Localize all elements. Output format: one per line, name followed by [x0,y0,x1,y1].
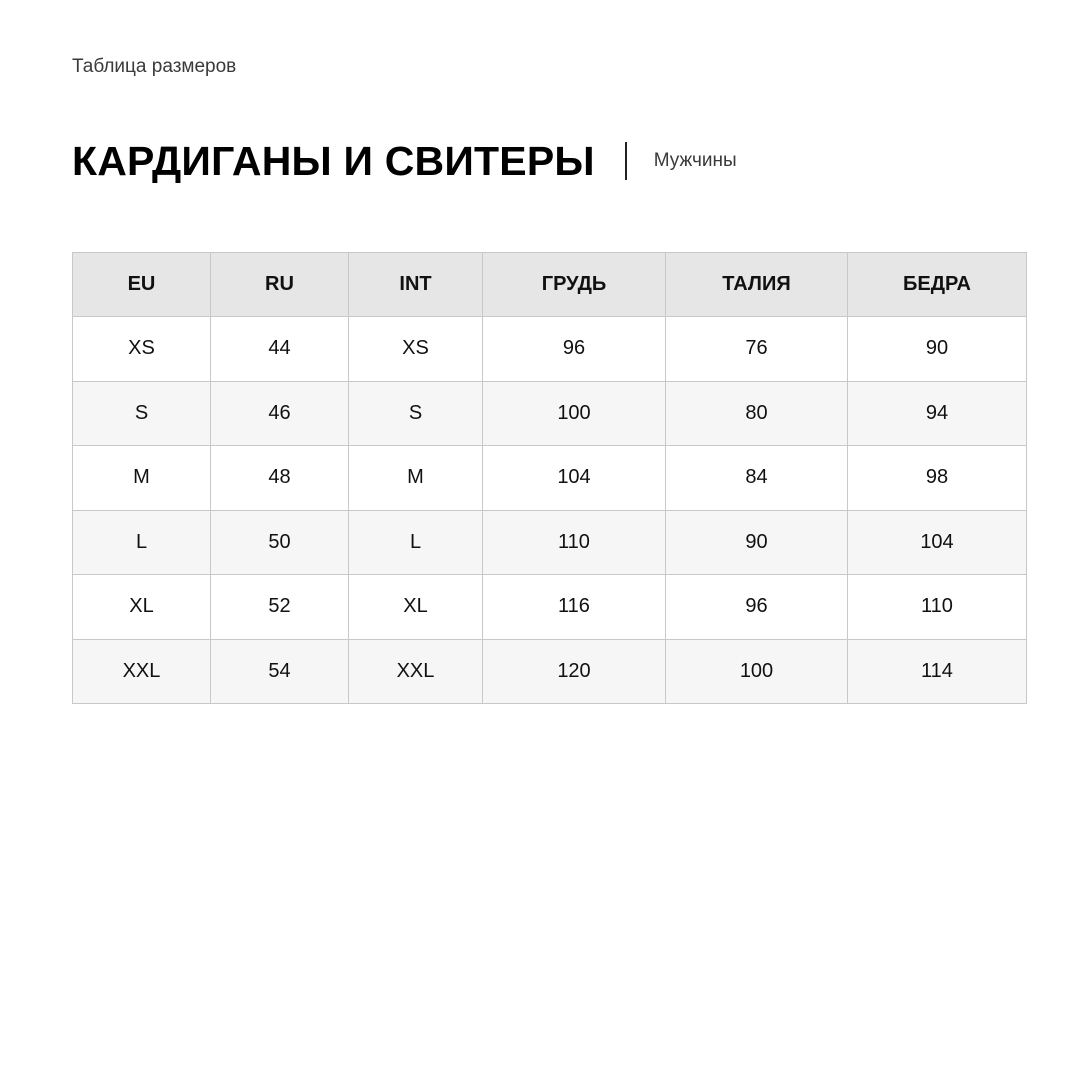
cell-eu: XL [73,575,211,640]
header-int: INT [349,253,483,317]
cell-waist: 90 [666,510,848,575]
cell-hips: 104 [848,510,1027,575]
cell-int: L [349,510,483,575]
cell-waist: 80 [666,381,848,446]
header-waist: ТАЛИЯ [666,253,848,317]
cell-chest: 110 [483,510,666,575]
cell-chest: 120 [483,639,666,704]
cell-ru: 44 [211,317,349,382]
cell-chest: 96 [483,317,666,382]
cell-chest: 116 [483,575,666,640]
cell-chest: 100 [483,381,666,446]
header-hips: БЕДРА [848,253,1027,317]
title-divider [625,142,627,180]
table-row [73,381,1027,446]
header-chest: ГРУДЬ [483,253,666,317]
cell-eu: S [73,381,211,446]
cell-ru: 54 [211,639,349,704]
cell-int: XS [349,317,483,382]
cell-eu: XS [73,317,211,382]
category-label: Мужчины [653,150,737,171]
cell-ru: 50 [211,510,349,575]
cell-int: S [349,381,483,446]
cell-hips: 98 [848,446,1027,511]
cell-int: XL [349,575,483,640]
cell-hips: 90 [848,317,1027,382]
table-row [73,446,1027,511]
cell-chest: 104 [483,446,666,511]
cell-waist: 76 [666,317,848,382]
cell-int: XXL [349,639,483,704]
cell-hips: 114 [848,639,1027,704]
size-table [72,252,1027,704]
cell-ru: 48 [211,446,349,511]
cell-int: M [349,446,483,511]
cell-waist: 84 [666,446,848,511]
table-row [73,639,1027,704]
cell-eu: L [73,510,211,575]
page-subtitle: Таблица размеров [72,56,237,77]
cell-waist: 100 [666,639,848,704]
cell-hips: 110 [848,575,1027,640]
heading-row [72,136,737,186]
table-header-row [73,253,1027,317]
table-row [73,317,1027,382]
cell-ru: 52 [211,575,349,640]
header-ru: RU [211,253,349,317]
cell-waist: 96 [666,575,848,640]
cell-eu: M [73,446,211,511]
cell-ru: 46 [211,381,349,446]
table-row [73,510,1027,575]
table-row [73,575,1027,640]
page-title: КАРДИГАНЫ И СВИТЕРЫ [72,138,595,184]
cell-eu: XXL [73,639,211,704]
header-eu: EU [73,253,211,317]
cell-hips: 94 [848,381,1027,446]
